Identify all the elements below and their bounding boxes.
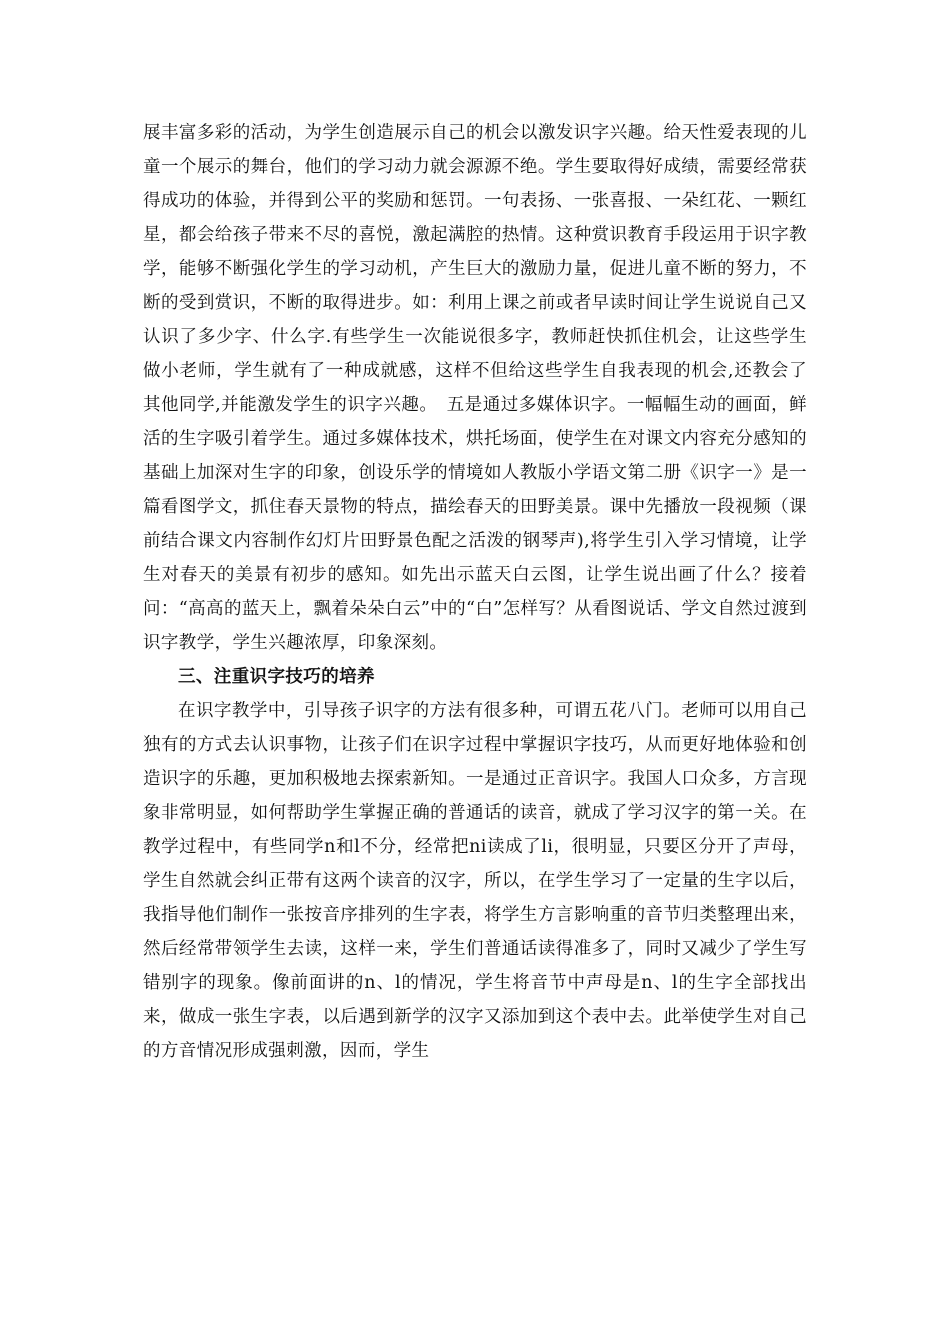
section-heading: 三、注重识字技巧的培养 xyxy=(178,667,375,687)
body-paragraph-continued: 展丰富多彩的活动，为学生创造展示自己的机会以激发识字兴趣。给天性爱表现的儿童一个展示的舞台，他们的学习动力就会源源不绝。学生要取得好成绩，需要经常获得成功的体验，并得到公平的奖励和惩罚。一句表扬、一张喜报、一朵红花、一颗红星，都会给孩子带来不尽的喜悦，激起满腔的热情。这种赏识教育手段运用于识字教学，能够不断强化学生的学习动机，产生巨大的激励力量，促进儿童不断的努力，不断的受到赏识，不断的取得进步。如：利用上课之前或者早读时间让学生说说自己又认识了多少字、什么字.有些学生一次能说很多字，教师赶快抓住机会，让这些学生做小老师，学生就有了一种成就感，这样不但给这些学生自我表现的机会,还教会了其他同学,并能激发学生的识字兴趣。 五是通过多媒体识字。一幅幅生动的画面，鲜活的生字吸引着学生。通过多媒体技术，烘托场面，使学生在对课文内容充分感知的基础上加深对生字的印象，创设乐学的情境如人教版小学语文第二册《识字一》是一篇看图学文，抓住春天景物的特点，描绘春天的田野美景。课中先播放一段视频（课前结合课文内容制作幻灯片田野景色配之活泼的钢琴声),将学生引入学习情境，让学生对春天的美景有初步的感知。如先出示蓝天白云图，让学生说出画了什么？接着问：“高高的蓝天上，飘着朵朵白云”中的“白”怎样写？从看图说话、学文自然过渡到识字教学，学生兴趣浓厚，印象深刻。 xyxy=(143,123,807,653)
body-paragraph: 在识字教学中，引导孩子识字的方法有很多种，可谓五花八门。老师可以用自己独有的方式去认识事物，让孩子们在识字过程中掌握识字技巧，从而更好地体验和创造识字的乐趣，更加积极地去探索新知。一是通过正音识字。我国人口众多，方言现象非常明显，如何帮助学生掌握正确的普通话的读音，就成了学习汉字的第一关。在教学过程中，有些同学n和l不分，经常把ni读成了li，很明显，只要区分开了声母，学生自然就会纠正带有这两个读音的汉字，所以，在学生学习了一定量的生字以后，我指导他们制作一张按音序排列的生字表，将学生方言影响重的音节归类整理出来，然后经常带领学生去读，这样一来，学生们普通话读得准多了，同时又减少了学生写错别字的现象。像前面讲的n、l的情况，学生将音节中声母是n、l的生字全部找出来，做成一张生字表，以后遇到新学的汉字又添加到这个表中去。此举使学生对自己的方音情况形成强刺激，因而，学生 xyxy=(143,701,807,1061)
document-page xyxy=(143,116,807,1068)
